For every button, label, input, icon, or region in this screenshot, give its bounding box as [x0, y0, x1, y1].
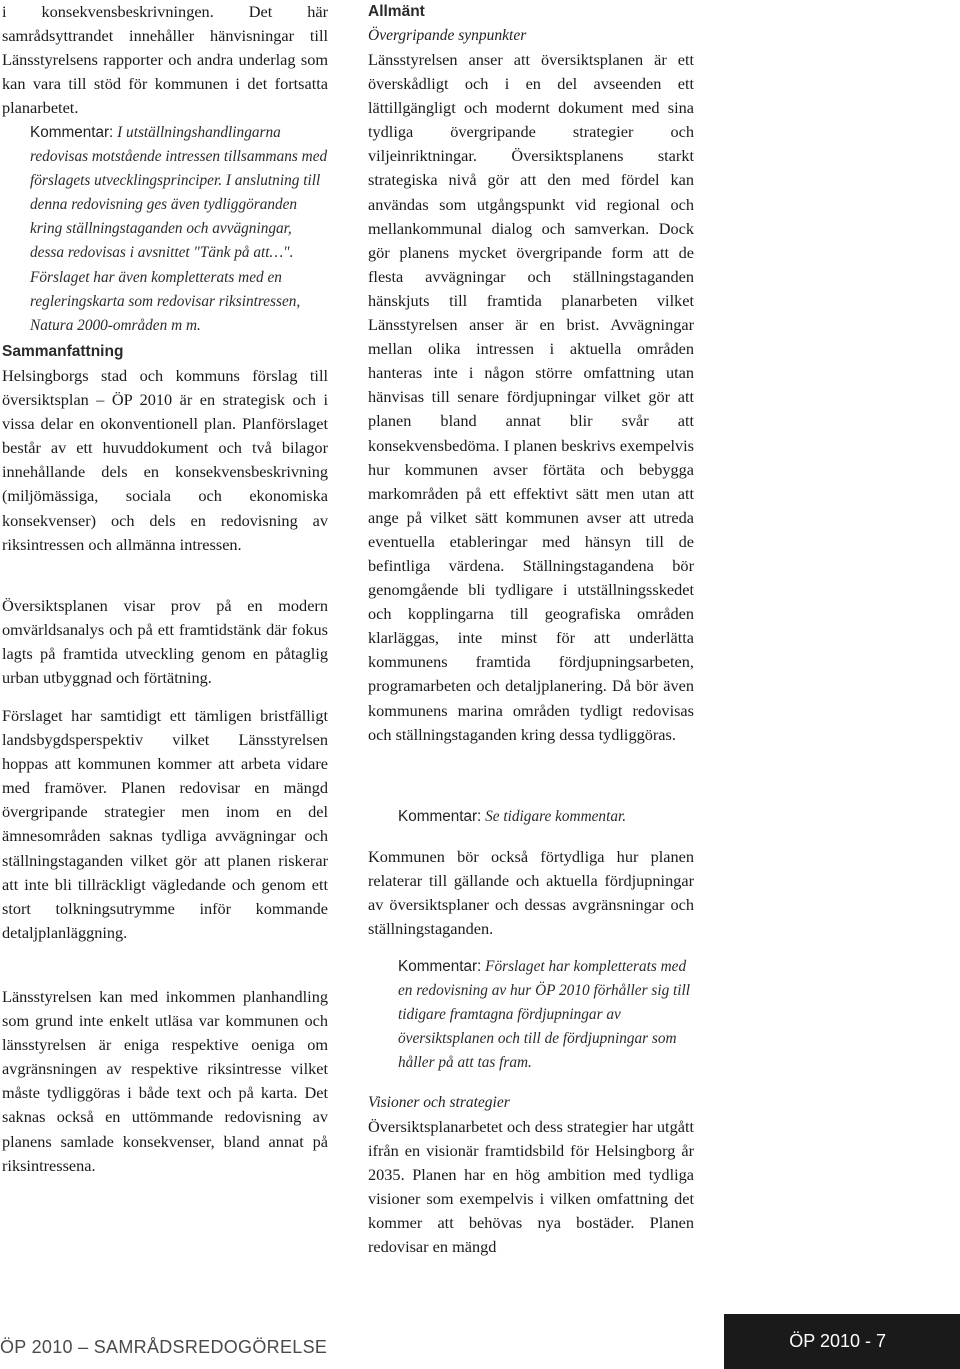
comment-text: I utställningshandlingarna redovisas motstående intressen tillsammans med förslagets utvecklingsprinciper. I anslutning till denna redovisning ges även tydliggöranden kring ställningstaganden och avvägningar, dessa redovisas i avsnittet "Tänk på att…". Förslaget har även kompletterats med en regleringskarta som redovisar riksintressen, Natura 2000-områden m m. — [30, 124, 328, 334]
subheading-visioner: Visioner och strategier — [368, 1094, 510, 1111]
footer-document-title: ÖP 2010 – SAMRÅDSREDOGÖRELSE — [0, 1337, 328, 1357]
sammanfattning-paragraph: Helsingborgs stad och kommuns förslag till översiktsplan – ÖP 2010 är en strategisk och i vissa delar en okonventionell plan. Planförslaget består av ett huvuddokument och två bilagor innehållande dels en konsekvensbeskrivning (miljömässiga, sociala och ekonomiska konsekvenser) och dels en redovisning av riksintressen och allmänna intressen. — [2, 366, 328, 554]
page-number: ÖP 2010 - 7 — [789, 1331, 886, 1351]
footer-page-box — [724, 1314, 960, 1369]
comment-label: Kommentar: — [398, 958, 482, 975]
comment-block — [368, 805, 694, 829]
oversiktsplanen-paragraph: Översiktsplanen visar prov på en modern omvärldsanalys och på ett framtidstänk där fokus lagts på framtida utveckling genom en påtaglig urban utbyggnad och förtätning. — [2, 596, 328, 688]
subheading-overgripande: Övergripande synpunkter — [368, 27, 527, 44]
lansstyrelsen-paragraph: Länsstyrelsen kan med inkommen planhandling som grund inte enkelt utläsa var kommunen och länsstyrelsen är eniga respektive oeniga om avgränsningen av respektive riksintresse vilket måste tydliggöras i både text och på karta. Det saknas också en uttömmande redovisning av planens samlade konsekvenser, bland annat på riksintressena. — [2, 987, 328, 1175]
allmant-paragraph: Länsstyrelsen anser att översiktsplanen är ett överskådligt och i en del avseenden ett lättillgängligt och modernt dokument med sina tydliga övergripande strategier och viljeinriktningar. Översiktsplanens starkt strategiska nivå gör att den med fördel kan användas som utgångspunkt vid regional och mellankommunal dialog och samverkan. Dock gör planens mycket övergripande form att de flesta avvägningar och ställningstaganden hänskjuts till framtida planarbeten vilket Länsstyrelsen anser är en brist. Avvägningar mellan olika intressen i aktuella områden hanteras inte i någon större omfattning utan hänvisas till senare fördjupningar vilket gör att planen bland annat blir svår att konsekvensbedöma. I planen beskrivs exempelvis hur kommunen avser förtäta och bebygga markområden på ett effektivt sätt men utan att ange på vilket sätt kommunen avser att utreda eventuella etableringar med hänsyn till de befintliga värdena. Ställningstagandena bör genomgående bli tydligare i utställningsskedet och kopplingarna till geografiska områden klarläggas, inte minst för att underlätta kommunens framtida fördjupningsarbeten, programarbeten och detaljplanering. Då bör även kommunens marina områden tydligt redovisas och ställningstaganden kring dessa tydliggöras. — [368, 50, 694, 744]
comment-block — [2, 121, 328, 338]
comment-text: Se tidigare kommentar. — [485, 808, 627, 825]
comment-text: Förslaget har kompletterats med en redovisning av hur ÖP 2010 förhåller sig till tidigare framtagna fördjupningar av översiktsplanen och till de fördjupningar som håller på att tas fram. — [398, 958, 691, 1072]
intro-paragraph: i konsekvensbeskrivningen. Det här samrådsyttrandet innehåller hänvisningar till Länsstyrelsens rapporter och andra underlag som kan vara till stöd för kommunen i det fortsatta planarbetet. — [2, 2, 328, 118]
comment-block — [368, 955, 694, 1075]
comment-label: Kommentar: — [398, 808, 482, 825]
kommunen-paragraph: Kommunen bör också förtydliga hur planen relaterar till gällande och aktuella fördjupningar av översiktsplaner och dessas avgränsningar och ställningstaganden. — [368, 847, 694, 939]
forslaget-paragraph: Förslaget har samtidigt ett tämligen bristfälligt landsbygdsperspektiv vilket Länsstyrelsen hoppas att kommunen kommer att arbeta vidare med framöver. Planen redovisar en mängd övergripande strategier men inom en del ämnesområden saknas tydliga avvägningar och ställningstaganden vilket gör att planen riskerar att inte bli tillräckligt vägledande och genom ett stort tolkningsutrymme inför kommande detaljplanläggning. — [2, 706, 328, 942]
section-heading-sammanfattning: Sammanfattning — [2, 343, 124, 360]
section-heading-allmant: Allmänt — [368, 3, 425, 20]
comment-label: Kommentar: — [30, 124, 114, 141]
visioner-paragraph: Översiktsplanarbetet och dess strategier har utgått ifrån en visionär framtidsbild för Helsingborg år 2035. Planen har en hög ambition med tydliga visioner som exempelvis i vilken omfattning det kommer att behövas nya bostäder. Planen redovisar en mängd — [368, 1117, 694, 1257]
